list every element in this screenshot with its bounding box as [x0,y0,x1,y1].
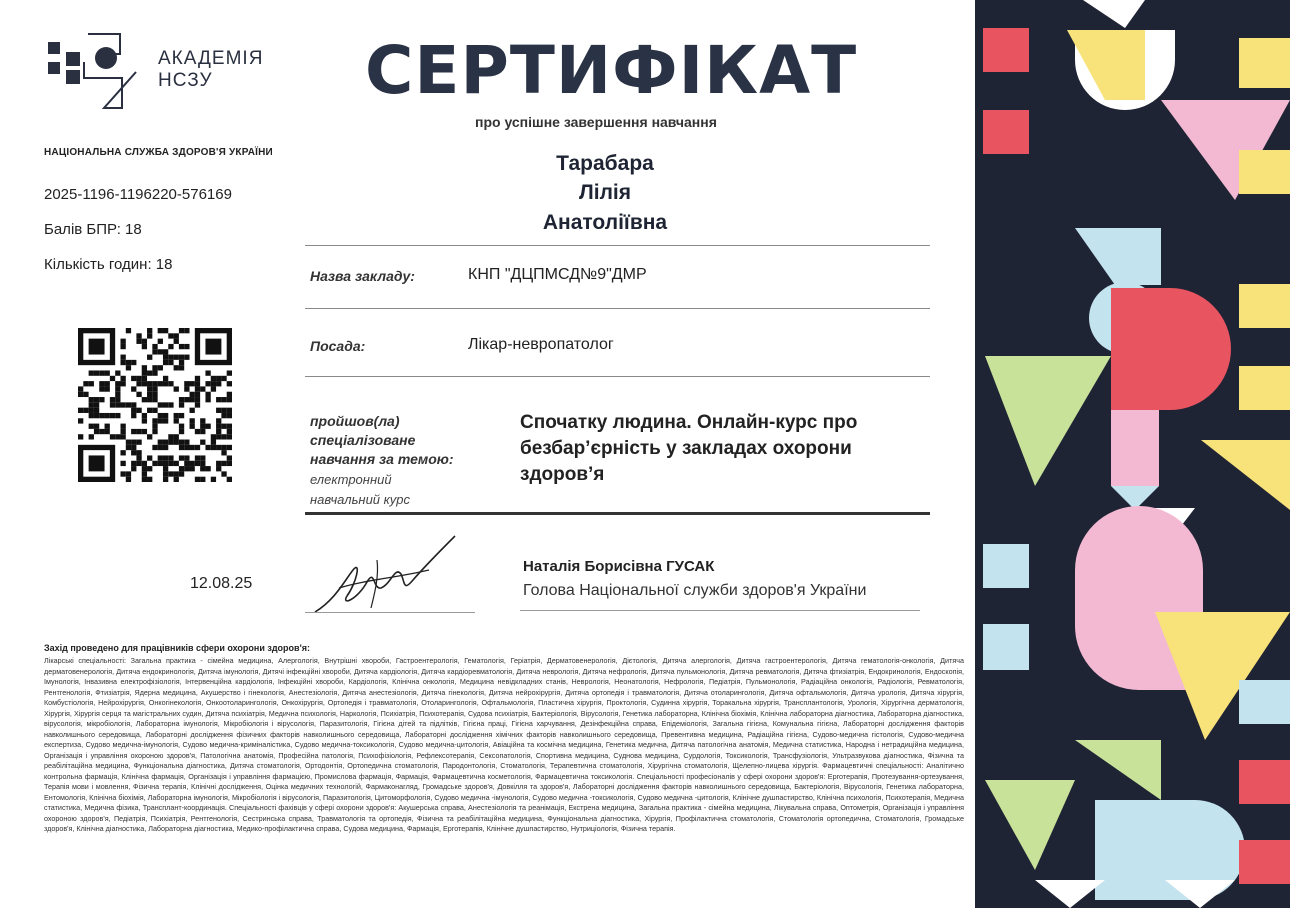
organization-name: НАЦІОНАЛЬНА СЛУЖБА ЗДОРОВ'Я УКРАЇНИ [44,147,273,158]
course-type-line: електронний [310,472,392,487]
training-label [310,412,454,469]
footnote-heading: Захід проведено для працівників сфери охорони здоров'я: [44,643,310,653]
course-type-line: навчальний курс [310,492,411,507]
logo-text [158,48,263,92]
signer-name: Наталія Борисівна ГУСАК [523,558,715,575]
issue-date: 12.08.25 [190,575,253,592]
logo-line-2: НСЗУ [158,70,213,91]
bpr-points: Балів БПР: 18 [44,221,142,238]
institution-value: КНП "ДЦПМСД№9"ДМР [468,266,647,283]
decorative-art-panel [975,0,1290,908]
qr-code-icon [78,328,232,482]
certificate-subtitle: про успішне завершення навчання [475,114,717,130]
signature-line [305,612,475,613]
course-title: Спочатку людина. Онлайн-курс про безбар’єрність у закладах охорони здоров’я [520,412,858,485]
divider [305,376,930,377]
footnote-text: Лікарські спеціальності: Загальна практика - сімейна медицина, Алергологія, Внутрішні хвороби, Гастроентерологія, Гематологія, Геріатрія, Дерматовенерологія, Дієтологія, Дитяча алергологія, Дитяча гастроентерологія, Дитяча гематологія-онкологія, Дитяча дерматовенерологія, Дитяча ендокринологія, Дитяча імунологія, Дитячі інфекційні хвороби, Дитяча кардіологія, Дитяча кардіоревматологія, Дитяча неврологія, Дитяча нефрологія, Дитяча пульмонологія, Дитяча ревматологія, Дитяча фтизіатрія, Ендокринологія, Ендоскопія, Імунологія, Інвазивна електрофізіологія, Інтервенційна кардіологія, Інфекційні хвороби, Кардіологія, Клінічна онкологія, Медицина невідкладних станів, Неврологія, Неонатологія, Нефрологія, Педіатрія, Пульмонологія, Радіаційна онкологія, Радіологія, Ревматологія, Рентгенологія, Фтизіатрія, Ядерна медицина, Акушерство і гінекологія, Анестезіологія, Дитяча анестезіологія, Дитяча гінекологія, Дитяча нейрохірургія, Дитяча ортопедія і травматологія, Дитяча отоларингологія, Дитяча офтальмологія, Дитяча урологія, Дитяча хірургія, Комбустіологія, Нейрохірургія, Онкогінекологія, Онкоотоларингологія, Онкохірургія, Ортопедія і травматологія, Отоларингологія, Офтальмологія, Пластична хірургія, Проктологія, Судинна хірургія, Торакальна хірургія, Трансплантологія, Урологія, Хірургічна дерматологія, Хірургія, Хірургія серця та магістральних судин, Дитяча психіатрія, Медична психологія, Наркологія, Психіатрія, Психотерапія, Судова психіатрія, Бактеріологія, Вірусологія, Генетика лабораторна, Клінічна біохімія, Клінічна лабораторна діагностика, Лабораторна діагностика, вірусологія, мікробіологія, Лабораторна імунологія, Мікробіологія і вірусологія, Паразитологія, Гігієна дітей та підлітків, Гігієна праці, Гігієна харчування, Дезінфекційна справа, Епідеміологія, Загальна гігієна, Комунальна гігієна, Лабораторні дослідження факторів навколишнього середовища, Лабораторні дослідження фізичних факторів навколишнього середовища, Лабораторні дослідження хімічних факторів навколишнього середовища, Превентивна медицина, Радіаційна гігієна, Судово-медична гістологія, Судово-медична експертиза, Судово медична-імунологія, Судово медична-криміналістика, Судово медична-токсикологія, Судово медична-цитологія, Авіаційна та космічна медицина, Генетика медична, Дитяча патологічна анатомія, Медична статистика, Народна і нетрадиційна медицина, Організація і управління охороною здоров'я, Патологічна анатомія, Професійна патологія, Психофізіологія, Рефлексотерапія, Сексопатологія, Спортивна медицина, Суднова медицина, Сурдологія, Токсикологія, Трансфузіологія, Ультразвукова діагностика, Фізична та реабілітаційна медицина, Функціональна діагностика, Дитяча стоматологія, Ортодонтія, Ортопедична стоматологія, Пародонтологія, Стоматологія, Терапевтична стоматологія, Хірургічна стоматологія, Щелепно-лицева хірургія. Фармацевтичні спеціальності: Аналітично контрольна фармація, Клінічна фармація, Організація і управління фармацією, Промислова фармація, Фармація, Фармацевтична косметологія, Фармацевтична токсикологія. Спеціальності професіоналів у сфері охорони здоров'я: Ерготерапія, Протезування-ортезування, Терапія мови і мовлення, Фізична терапія, Клінічні дослідження, Оцінка медичних технологій, Фармаконагляд, Громадське здоров'я, Довкілля та здоров'я, Лабораторні дослідження факторів навколишнього середовища, Бактеріологія, Вірусологія, Генетика лабораторна, Ентомологія, Клінічна біохімія, Лабораторна імунологія, Мікробіологія і вірусологія, Паразитологія, Цитоморфологія, Судово медична -імунологія, Судово медична -токсикологія, Судово медична -цитологія, Клінічне душпастирство, Клінічна психологія, Психотерапія, Медична статистика, Медична фізика, Трансплант-координація. Спеціальності фахівців у сфері охорони здоров'я: Акушерська справа, Анестезіологія та реанімація, Екстрена медицина, Загальна практика - сімейна медицина, Лікувальна справа, Оптометрія, Організація і управління охороною здоров'я, Педіатрія, Психіатрія, Рентгенологія, Сестринська справа, Травматологія та ортопедія, Фізична та реабілітаційна медицина, Функціональна діагностика, Хірургія, Профілактична стоматологія, Стоматологія ортопедична, Стоматологія, Громадське здоров'я, Клінічна діагностика, Лабораторна діагностика, Медико-профілактична справа, Судова медицина, Фармація, Ерготерапія, Клінічне душпастирство, Нутриціологія, Фізична терапія. [44,656,964,833]
signature-image [305,530,475,620]
divider [305,308,930,309]
signer-title: Голова Національної служби здоров'я України [523,582,867,599]
hours-count: Кількість годин: 18 [44,256,173,273]
position-value: Лікар-невропатолог [468,336,614,353]
divider [305,512,930,515]
training-label-line: навчання за темою: [310,451,454,467]
position-label: Посада: [310,338,366,354]
certificate-number: 2025-1196-1196220-576169 [44,186,232,203]
logo-line-1: АКАДЕМІЯ [158,48,264,69]
institution-label: Назва закладу: [310,268,415,284]
recipient-surname: Тарабара [556,152,654,175]
nszu-logo-icon [44,28,154,114]
training-label-line: спеціалізоване [310,432,416,448]
recipient-patronymic: Анатоліївна [542,211,668,234]
certificate-title: СЕРТИФІКАТ [365,32,858,109]
divider [305,245,930,246]
course-type-note [310,470,410,510]
recipient-first-name: Лілія [579,181,631,204]
training-label-line: пройшов(ла) [310,413,400,429]
signer-line [520,610,920,611]
